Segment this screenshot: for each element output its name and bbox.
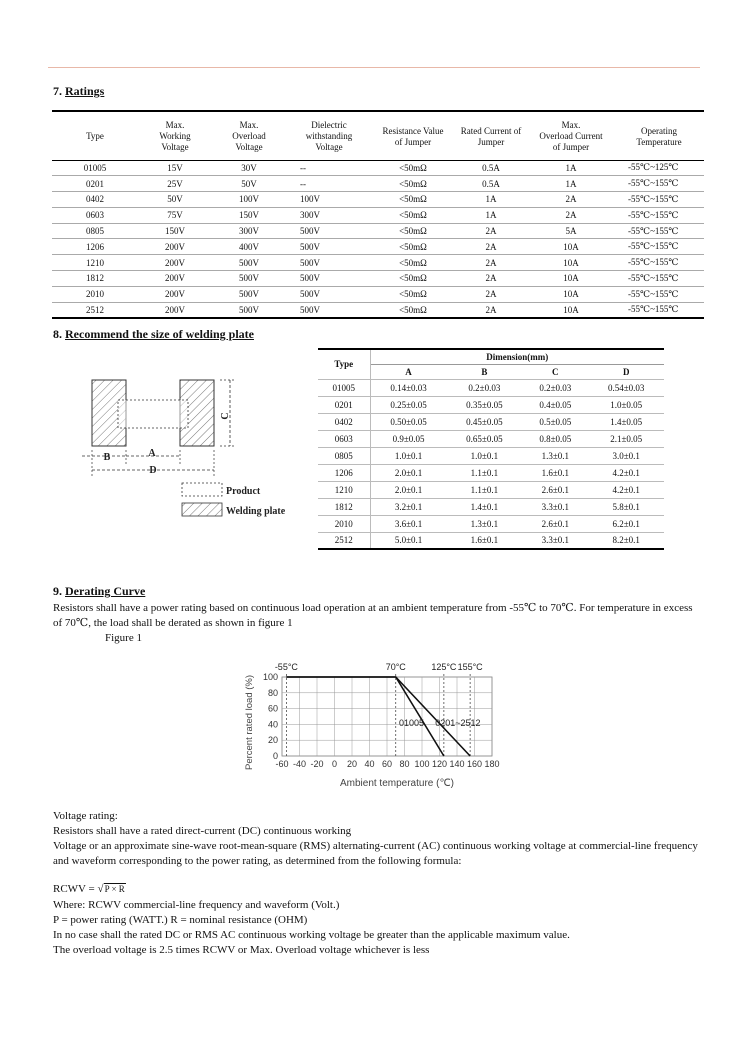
voltage-line-4: and waveform corresponding to the power rating, as determined from the following formula: (53, 855, 462, 867)
dims-row (318, 396, 664, 413)
derating-chart (236, 656, 506, 796)
dims-cell: 3.3±0.1 (522, 498, 588, 515)
dims-row (318, 532, 664, 549)
ratings-cell: -55℃~155℃ (614, 239, 704, 255)
ratings-cell: 2A (454, 302, 528, 318)
ratings-cell: 500V (286, 223, 372, 239)
sqrt-icon: √ (97, 883, 104, 895)
temperature-annotation: 155°C (457, 662, 483, 672)
ratings-cell: 500V (286, 302, 372, 318)
header-line: withstanding (305, 131, 353, 142)
ratings-row (52, 192, 704, 208)
ratings-cell: 2A (528, 207, 614, 223)
section-number: 7. (53, 84, 62, 98)
derating-paragraph (53, 601, 733, 646)
dims-cell: 0.25±0.05 (370, 396, 447, 413)
voltage-line-3: Voltage or an approximate sine-wave root-mean-square (RMS) alternating-current (AC) continuous working voltage at commercial-line frequency (53, 840, 698, 852)
ratings-cell: -55℃~155℃ (614, 176, 704, 192)
header-line: of Jumper (552, 142, 590, 153)
dims-cell: 4.2±0.1 (588, 481, 664, 498)
x-tick-label: 180 (484, 759, 500, 769)
section-title: Derating Curve (65, 584, 146, 598)
welding-plate-diagram (70, 372, 310, 522)
formula-lhs: RCWV = (53, 883, 95, 895)
ratings-cell: 500V (286, 255, 372, 271)
dims-cell: 3.6±0.1 (370, 515, 447, 532)
x-axis-label: Ambient temperature (℃) (339, 778, 455, 789)
dims-row (318, 498, 664, 515)
voltage-rating-block (53, 809, 733, 958)
section-title: Recommend the size of welding plate (65, 327, 254, 341)
dims-cell: 1206 (318, 464, 370, 481)
dims-cell: 0603 (318, 430, 370, 447)
x-tick-label: 120 (431, 759, 448, 769)
dims-header-row-1 (318, 349, 664, 364)
header-line: Working (159, 131, 191, 142)
dims-cell: 1.6±0.1 (447, 532, 523, 549)
ratings-cell: -55℃~155℃ (614, 207, 704, 223)
header-line: Rated Current of (460, 125, 522, 136)
y-tick-label: 0 (272, 751, 278, 761)
ratings-cell: <50mΩ (372, 176, 454, 192)
dims-cell: 0.65±0.05 (447, 430, 523, 447)
y-tick-label: 80 (267, 687, 278, 698)
legend-welding-swatch (182, 503, 222, 516)
ratings-header-cell (372, 111, 454, 160)
temperature-annotation: 125°C (431, 662, 457, 672)
dims-cell: 1.1±0.1 (447, 481, 523, 498)
header-line: Operating (641, 125, 677, 136)
section-7-heading (53, 84, 104, 99)
header-line: Dielectric (311, 120, 347, 131)
ratings-cell: 150V (138, 223, 212, 239)
ratings-cell: 10A (528, 255, 614, 271)
ratings-row (52, 302, 704, 318)
dims-cell: 1.0±0.1 (447, 447, 523, 464)
temperature-annotation: 70°C (385, 662, 406, 672)
dims-row (318, 379, 664, 396)
ratings-header-cell (212, 111, 286, 160)
ratings-cell: -55℃~155℃ (614, 255, 704, 271)
dims-cell: 0805 (318, 447, 370, 464)
dim-label-a: A (148, 448, 156, 459)
dims-cell: 1.3±0.1 (447, 515, 523, 532)
dims-cell: 0.50±0.05 (370, 413, 447, 430)
header-line: Max. (165, 120, 185, 131)
dims-cell: 3.3±0.1 (522, 532, 588, 549)
dims-cell: 8.2±0.1 (588, 532, 664, 549)
ratings-cell: 100V (286, 192, 372, 208)
dim-label-c: C (220, 412, 231, 420)
dimension-table (318, 348, 664, 550)
ratings-cell: 30V (212, 160, 286, 176)
header-line: Voltage (235, 142, 263, 153)
ratings-cell: -- (286, 160, 372, 176)
ratings-row (52, 207, 704, 223)
dims-cell: 1.1±0.1 (447, 464, 523, 481)
ratings-cell: 15V (138, 160, 212, 176)
dims-cell: 2.0±0.1 (370, 481, 447, 498)
dims-cell: 6.2±0.1 (588, 515, 664, 532)
ratings-cell: 1A (454, 207, 528, 223)
ratings-cell: 5A (528, 223, 614, 239)
x-tick-label: 60 (381, 759, 393, 769)
ratings-cell: 500V (286, 271, 372, 287)
ratings-cell: <50mΩ (372, 286, 454, 302)
dims-col-header: C (552, 366, 559, 377)
header-line: Voltage (161, 142, 189, 153)
dims-cell: 0.2±0.03 (447, 379, 523, 396)
ratings-cell: 300V (286, 207, 372, 223)
ratings-cell: 300V (212, 223, 286, 239)
ratings-cell: 2512 (52, 302, 138, 318)
ratings-cell: 500V (286, 239, 372, 255)
ratings-cell: <50mΩ (372, 302, 454, 318)
series-line (286, 677, 470, 756)
dims-col-header: A (405, 366, 412, 377)
dims-cell: 0201 (318, 396, 370, 413)
dims-cell: 2.1±0.05 (588, 430, 664, 447)
temperature-annotation: -55°C (274, 662, 298, 672)
formula-radicand: P × R (104, 884, 125, 894)
x-tick-label: 0 (331, 759, 338, 769)
dims-row (318, 447, 664, 464)
ratings-cell: 0.5A (454, 160, 528, 176)
dims-cell: 2.6±0.1 (522, 481, 588, 498)
dims-cell: 0.54±0.03 (588, 379, 664, 396)
ratings-cell: 2A (454, 286, 528, 302)
legend-product-label: Product (226, 486, 261, 497)
ratings-cell: 400V (212, 239, 286, 255)
dims-cell: 1210 (318, 481, 370, 498)
ratings-header-cell (454, 111, 528, 160)
ratings-cell: 100V (212, 192, 286, 208)
legend-product-swatch (182, 483, 222, 496)
dims-row (318, 464, 664, 481)
dims-type-header: Type (318, 349, 370, 379)
section-9-heading (53, 584, 145, 599)
ratings-cell: 0201 (52, 176, 138, 192)
dim-label-b: B (103, 452, 111, 463)
section-title: Ratings (65, 84, 105, 98)
y-axis-label: Percent rated load (%) (244, 674, 255, 771)
x-tick-label: 20 (346, 759, 358, 769)
dims-cell: 1812 (318, 498, 370, 515)
legend-welding-label: Welding plate (226, 506, 286, 517)
ratings-cell: -55℃~155℃ (614, 271, 704, 287)
ratings-cell: 200V (138, 255, 212, 271)
dims-cell: 01005 (318, 379, 370, 396)
ratings-cell: 1A (454, 192, 528, 208)
dims-cell: 2010 (318, 515, 370, 532)
ratings-row (52, 286, 704, 302)
ratings-cell: 1A (528, 160, 614, 176)
dims-header-row-2 (318, 364, 664, 379)
ratings-cell: 10A (528, 302, 614, 318)
x-tick-label: -40 (292, 759, 307, 769)
header-line: Resistance Value (382, 125, 444, 136)
x-tick-label: 40 (364, 759, 375, 769)
ratings-cell: 50V (212, 176, 286, 192)
dims-cell: 1.4±0.1 (447, 498, 523, 515)
voltage-line-7: In no case shall the rated DC or RMS AC continuous working voltage be greater than the applicable maximum value. (53, 929, 570, 941)
ratings-cell: 0603 (52, 207, 138, 223)
ratings-cell: 200V (138, 239, 212, 255)
ratings-row (52, 255, 704, 271)
ratings-row (52, 223, 704, 239)
ratings-cell: 200V (138, 302, 212, 318)
x-tick-label: 100 (414, 759, 430, 769)
dims-cell: 0.9±0.05 (370, 430, 447, 447)
ratings-cell: 0805 (52, 223, 138, 239)
figure-label: Figure 1 (105, 632, 142, 644)
x-tick-label: 160 (466, 759, 483, 769)
dims-cell: 5.0±0.1 (370, 532, 447, 549)
y-tick-label: 100 (262, 672, 278, 682)
dims-cell: 1.4±0.05 (588, 413, 664, 430)
ratings-header-cell (286, 111, 372, 160)
dims-cell: 0.2±0.03 (522, 379, 588, 396)
dims-cell: 0.35±0.05 (447, 396, 523, 413)
ratings-cell: 200V (138, 271, 212, 287)
dims-cell: 0.45±0.05 (447, 413, 523, 430)
dims-cell: 3.2±0.1 (370, 498, 447, 515)
ratings-cell: -55℃~155℃ (614, 192, 704, 208)
voltage-line-6: P = power rating (WATT.) R = nominal resistance (OHM) (53, 914, 308, 926)
ratings-cell: <50mΩ (372, 255, 454, 271)
header-line: Overload (232, 131, 266, 142)
ratings-cell: <50mΩ (372, 160, 454, 176)
rcwv-formula (53, 882, 733, 898)
product-outline (118, 400, 188, 428)
header-rule (48, 67, 700, 68)
ratings-cell: -55℃~155℃ (614, 302, 704, 318)
dims-cell: 1.0±0.1 (370, 447, 447, 464)
ratings-cell: 2A (454, 271, 528, 287)
dims-cell: 0.8±0.05 (522, 430, 588, 447)
y-tick-label: 60 (267, 703, 278, 714)
section-8-heading (53, 327, 254, 342)
section-number: 8. (53, 327, 62, 341)
ratings-cell: 10A (528, 286, 614, 302)
ratings-cell: 200V (138, 286, 212, 302)
ratings-cell: <50mΩ (372, 271, 454, 287)
dims-cell: 5.8±0.1 (588, 498, 664, 515)
voltage-line-8: The overload voltage is 2.5 times RCWV or Max. Overload voltage whichever is less (53, 944, 430, 956)
header-line: Max. (561, 120, 581, 131)
dims-cell: 1.0±0.05 (588, 396, 664, 413)
derating-line-1: Resistors shall have a power rating based on continuous load operation at an ambient temperature from -55℃ to 70℃. For temperature in excess (53, 602, 693, 614)
header-line: Voltage (315, 142, 343, 153)
series-label: 0201~2512 (435, 717, 481, 728)
ratings-cell: 0402 (52, 192, 138, 208)
dims-cell: 3.0±0.1 (588, 447, 664, 464)
x-tick-label: -60 (275, 759, 289, 769)
ratings-header-cell (52, 111, 138, 160)
ratings-cell: 2010 (52, 286, 138, 302)
dims-cell: 4.2±0.1 (588, 464, 664, 481)
ratings-cell: -- (286, 176, 372, 192)
voltage-line-2: Resistors shall have a rated direct-current (DC) continuous working (53, 825, 352, 837)
header-line: Overload Current (539, 131, 603, 142)
header-line: Temperature (636, 136, 682, 147)
ratings-cell: <50mΩ (372, 223, 454, 239)
dim-label-d: D (149, 465, 157, 476)
x-tick-label: 140 (449, 759, 465, 769)
ratings-header-cell (528, 111, 614, 160)
ratings-cell: 1A (528, 176, 614, 192)
voltage-line-1: Voltage rating: (53, 810, 118, 822)
ratings-cell: 10A (528, 271, 614, 287)
ratings-cell: 0.5A (454, 176, 528, 192)
dims-cell: 2512 (318, 532, 370, 549)
series-line (286, 677, 444, 756)
ratings-cell: 75V (138, 207, 212, 223)
dims-cell: 1.3±0.1 (522, 447, 588, 464)
ratings-cell: 2A (454, 223, 528, 239)
ratings-row (52, 271, 704, 287)
ratings-cell: 1812 (52, 271, 138, 287)
voltage-line-5: Where: RCWV commercial-line frequency and waveform (Volt.) (53, 899, 340, 911)
ratings-row (52, 176, 704, 192)
dims-cell: 1.6±0.1 (522, 464, 588, 481)
dims-row (318, 430, 664, 447)
dims-row (318, 413, 664, 430)
x-tick-label: 80 (399, 759, 410, 769)
dims-row (318, 481, 664, 498)
ratings-cell: -55℃~155℃ (614, 223, 704, 239)
dims-cell: 0.14±0.03 (370, 379, 447, 396)
ratings-cell: 2A (528, 192, 614, 208)
dims-cell: 2.6±0.1 (522, 515, 588, 532)
dims-cell: 0.4±0.05 (522, 396, 588, 413)
ratings-cell: 150V (212, 207, 286, 223)
ratings-header-row (52, 111, 704, 160)
ratings-row (52, 160, 704, 176)
header-line: Jumper (477, 136, 505, 147)
dims-col-header: B (481, 366, 488, 377)
ratings-cell: 1206 (52, 239, 138, 255)
header-line: Max. (239, 120, 259, 131)
ratings-table (52, 110, 704, 319)
ratings-cell: 500V (212, 255, 286, 271)
dims-cell: 0402 (318, 413, 370, 430)
ratings-cell: -55℃~125℃ (614, 160, 704, 176)
dims-cell: 2.0±0.1 (370, 464, 447, 481)
ratings-cell: 01005 (52, 160, 138, 176)
y-tick-label: 40 (267, 719, 278, 730)
ratings-cell: 2A (454, 239, 528, 255)
ratings-cell: -55℃~155℃ (614, 286, 704, 302)
ratings-cell: 500V (286, 286, 372, 302)
ratings-cell: 50V (138, 192, 212, 208)
y-tick-label: 20 (267, 735, 278, 746)
dims-cell: 0.5±0.05 (522, 413, 588, 430)
ratings-header-cell (614, 111, 704, 160)
ratings-cell: 25V (138, 176, 212, 192)
ratings-cell: <50mΩ (372, 207, 454, 223)
ratings-cell: 500V (212, 286, 286, 302)
ratings-cell: <50mΩ (372, 192, 454, 208)
section-number: 9. (53, 584, 62, 598)
ratings-cell: 2A (454, 255, 528, 271)
ratings-row (52, 239, 704, 255)
ratings-cell: 10A (528, 239, 614, 255)
x-tick-label: -20 (310, 759, 324, 769)
dims-col-header: D (622, 366, 630, 377)
ratings-cell: 500V (212, 302, 286, 318)
ratings-cell: 500V (212, 271, 286, 287)
series-label: 01005 (398, 717, 425, 728)
derating-line-2: of 70℃, the load shall be derated as shown in figure 1 (53, 617, 293, 629)
header-line: Type (86, 131, 104, 142)
ratings-cell: <50mΩ (372, 239, 454, 255)
ratings-cell: 1210 (52, 255, 138, 271)
dims-group-header: Dimension(mm) (370, 349, 664, 364)
dims-row (318, 515, 664, 532)
ratings-header-cell (138, 111, 212, 160)
header-line: of Jumper (394, 136, 432, 147)
